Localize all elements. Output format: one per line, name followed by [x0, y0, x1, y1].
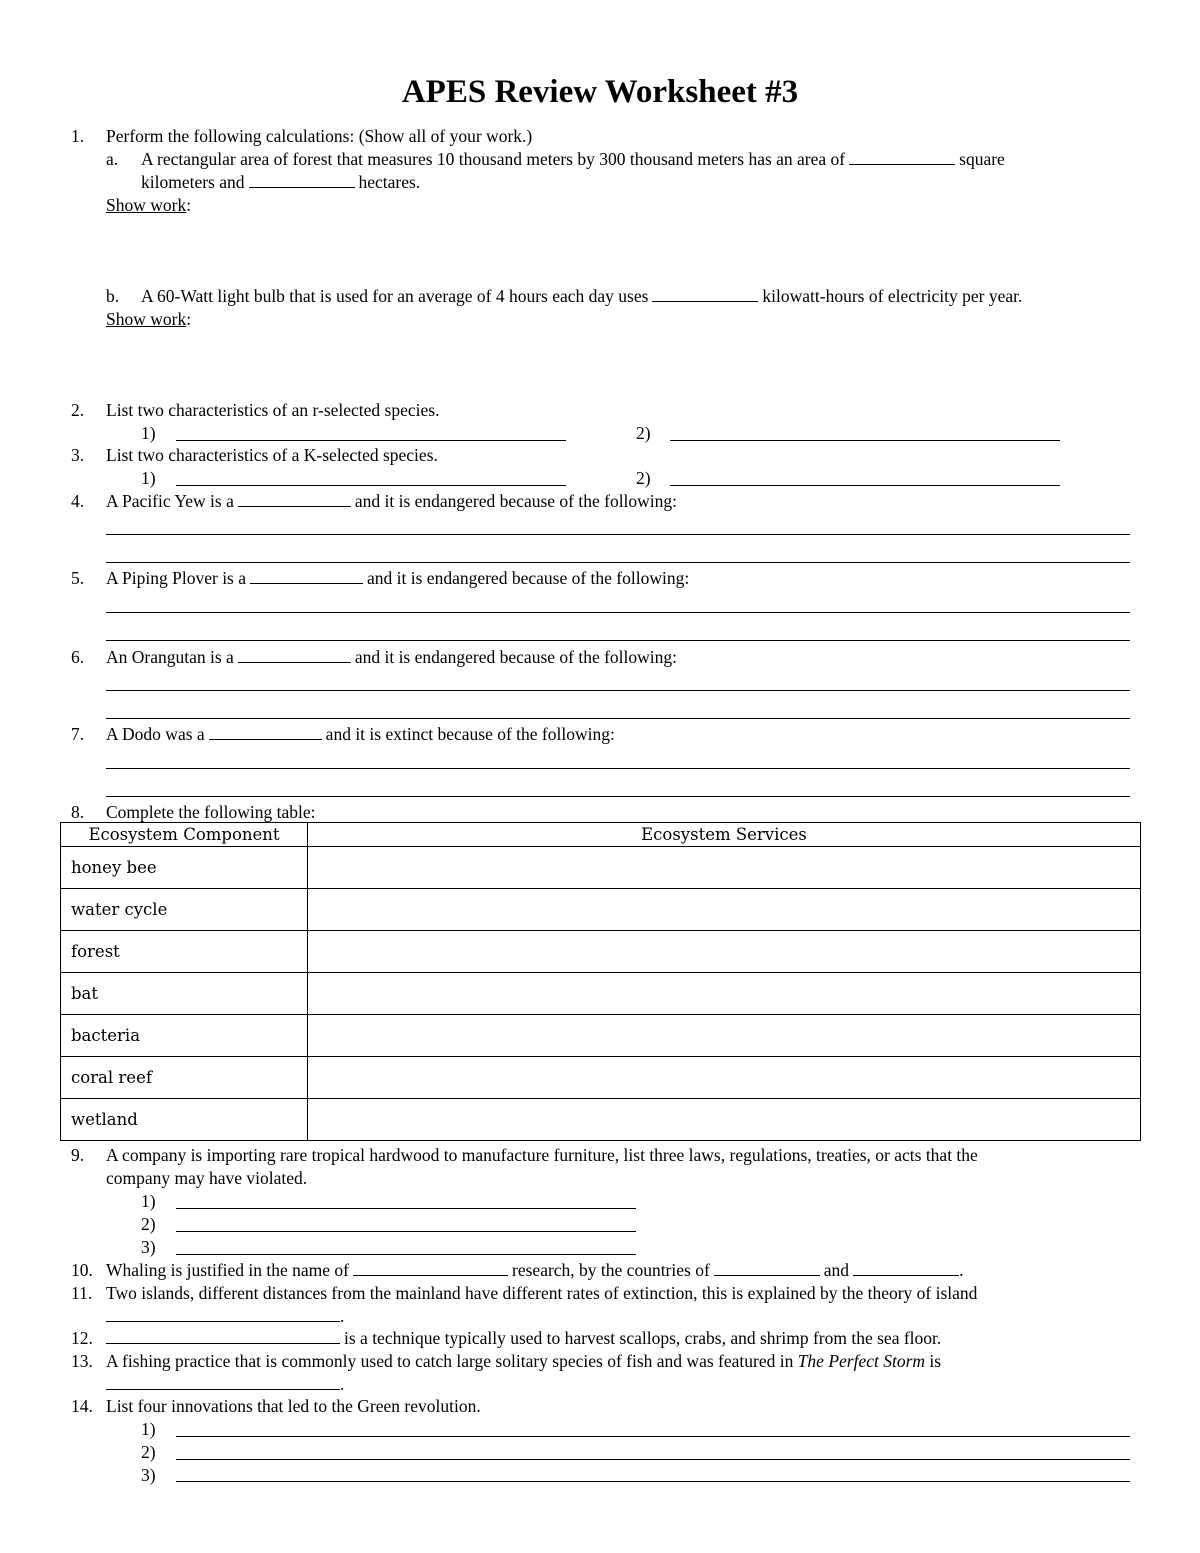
table-row [61, 889, 1141, 931]
q9-answer-line-1[interactable] [176, 1208, 636, 1209]
services-answer-cell[interactable] [308, 1015, 1141, 1057]
q12-line [106, 1327, 941, 1349]
q14-item-3-label: 3) [141, 1465, 156, 1485]
q1a-show-work-label: Show work [106, 195, 187, 215]
q10-answer-blank-3[interactable] [853, 1259, 959, 1276]
q1a-text1: A rectangular area of forest that measures 10 thousand meters by 300 thousand meters has an area of [141, 149, 846, 169]
q4-number: 4. [71, 491, 85, 511]
table-row [61, 1057, 1141, 1099]
q5-answer-line-2[interactable] [106, 640, 1130, 641]
q9-text-2: company may have violated. [106, 1168, 308, 1188]
q9-answer-line-2[interactable] [176, 1231, 636, 1232]
q13-line-2 [106, 1373, 344, 1395]
q6-answer-blank[interactable] [238, 646, 351, 663]
q2-text: List two characteristics of an r-selected species. [106, 400, 440, 420]
table-row [61, 1015, 1141, 1057]
q14-answer-line-3[interactable] [176, 1481, 1130, 1482]
q1a-show-work: Show work: [106, 195, 192, 215]
component-cell: honey bee [61, 847, 308, 889]
q10-line [106, 1259, 963, 1281]
q10-t4: . [959, 1260, 964, 1280]
q1b-line [141, 285, 1022, 307]
q1-text: Perform the following calculations: (Show all of your work.) [106, 126, 533, 146]
q1a-text2: square [959, 149, 1005, 169]
q7-answer-line-2[interactable] [106, 796, 1130, 797]
q1a-answer-blank-1[interactable] [849, 148, 955, 165]
q6-answer-line-2[interactable] [106, 718, 1130, 719]
q13-t1: A fishing practice that is commonly used to catch large solitary species of fish and was featured in [106, 1351, 794, 1371]
q12-number: 12. [71, 1328, 93, 1348]
table-header-row [61, 823, 1141, 847]
q13-t4: . [340, 1374, 345, 1394]
component-cell: bat [61, 973, 308, 1015]
q9-item-3-label: 3) [141, 1237, 156, 1257]
q1a-line1 [141, 148, 1005, 170]
q12-t1: is a technique typically used to harvest scallops, crabs, and shrimp from the sea floor. [344, 1328, 942, 1348]
q6-line [106, 646, 677, 668]
q14-answer-line-2[interactable] [176, 1459, 1130, 1460]
q11-number: 11. [71, 1283, 93, 1303]
q1a-line2 [141, 171, 420, 193]
q1b-show-work-label: Show work [106, 309, 187, 329]
q12-answer-blank[interactable] [106, 1327, 340, 1344]
q13-number: 13. [71, 1351, 93, 1371]
q7-number: 7. [71, 724, 85, 744]
q4-line [106, 490, 677, 512]
table-row [61, 847, 1141, 889]
q10-t1: Whaling is justified in the name of [106, 1260, 350, 1280]
q4-answer-blank[interactable] [238, 490, 351, 507]
q11-t2: . [340, 1306, 345, 1326]
q1a-text4: hectares. [358, 172, 421, 192]
q1b-answer-blank[interactable] [652, 285, 758, 302]
q2-number: 2. [71, 400, 85, 420]
services-answer-cell[interactable] [308, 931, 1141, 973]
q13-book-title: The Perfect Storm [797, 1351, 926, 1371]
q1b-letter: b. [106, 286, 120, 306]
q9-text-1: A company is importing rare tropical hardwood to manufacture furniture, list three laws, regulations, treaties, or acts that the [106, 1145, 978, 1165]
q7-post: and it is extinct because of the following: [325, 724, 615, 744]
q2-answer-line-1[interactable] [176, 440, 566, 441]
services-answer-cell[interactable] [308, 1057, 1141, 1099]
q10-t3: and [823, 1260, 850, 1280]
q13-answer-blank[interactable] [106, 1373, 340, 1390]
q13-line [106, 1350, 941, 1372]
q10-answer-blank-2[interactable] [714, 1259, 820, 1276]
q14-answer-line-1[interactable] [176, 1436, 1130, 1437]
q3-answer-line-1[interactable] [176, 485, 566, 486]
q1b-text1: A 60-Watt light bulb that is used for an average of 4 hours each day uses [141, 286, 649, 306]
q7-line [106, 723, 615, 745]
q14-text: List four innovations that led to the Green revolution. [106, 1396, 481, 1416]
services-answer-cell[interactable] [308, 847, 1141, 889]
q7-answer-line-1[interactable] [106, 768, 1130, 769]
table-header-component: Ecosystem Component [61, 823, 308, 847]
page-title: APES Review Worksheet #3 [401, 74, 799, 110]
table-header-services: Ecosystem Services [308, 823, 1141, 847]
q5-line [106, 567, 689, 589]
component-cell: bacteria [61, 1015, 308, 1057]
q14-item-1-label: 1) [141, 1419, 156, 1439]
q2-item-1-label: 1) [141, 423, 156, 443]
q8-number: 8. [71, 802, 85, 822]
q14-item-2-label: 2) [141, 1442, 156, 1462]
q5-answer-blank[interactable] [250, 567, 363, 584]
q4-pre: A Pacific Yew is a [106, 491, 234, 511]
q4-post: and it is endangered because of the following: [354, 491, 678, 511]
q3-item-1-label: 1) [141, 468, 156, 488]
q13-t3: is [929, 1351, 942, 1371]
q10-t2: research, by the countries of [512, 1260, 710, 1280]
ecosystem-table [60, 822, 1141, 1141]
q5-post: and it is endangered because of the following: [367, 568, 690, 588]
q6-post: and it is endangered because of the following: [354, 647, 678, 667]
services-answer-cell[interactable] [308, 1099, 1141, 1141]
q6-answer-line-1[interactable] [106, 690, 1130, 691]
q9-item-2-label: 2) [141, 1214, 156, 1234]
q5-pre: A Piping Plover is a [106, 568, 247, 588]
q9-item-1-label: 1) [141, 1191, 156, 1211]
services-answer-cell[interactable] [308, 973, 1141, 1015]
q4-answer-line-1[interactable] [106, 534, 1130, 535]
services-answer-cell[interactable] [308, 889, 1141, 931]
q11-answer-blank[interactable] [106, 1305, 340, 1322]
component-cell: wetland [61, 1099, 308, 1141]
q5-number: 5. [71, 568, 85, 588]
q1-number: 1. [71, 126, 85, 146]
table-row [61, 1099, 1141, 1141]
q4-answer-line-2[interactable] [106, 562, 1130, 563]
component-cell: water cycle [61, 889, 308, 931]
q2-answer-line-2[interactable] [670, 440, 1060, 441]
q9-number: 9. [71, 1145, 85, 1165]
table-row [61, 931, 1141, 973]
q5-answer-line-1[interactable] [106, 612, 1130, 613]
q6-pre: An Orangutan is a [106, 647, 234, 667]
component-cell: coral reef [61, 1057, 308, 1099]
q3-text: List two characteristics of a K-selected species. [106, 445, 438, 465]
q1a-answer-blank-2[interactable] [249, 171, 355, 188]
q3-answer-line-2[interactable] [670, 485, 1060, 486]
q1b-show-work: Show work: [106, 309, 192, 329]
q9-answer-line-3[interactable] [176, 1254, 636, 1255]
q7-answer-blank[interactable] [209, 723, 322, 740]
q2-item-2-label: 2) [636, 423, 651, 443]
table-row [61, 973, 1141, 1015]
q11-line-2 [106, 1305, 344, 1327]
q14-number: 14. [71, 1396, 93, 1416]
q3-item-2-label: 2) [636, 468, 651, 488]
q11-text: Two islands, different distances from the mainland have different rates of extinction, this is explained by the theory of island [106, 1283, 978, 1303]
q1a-text3: kilometers and [141, 172, 245, 192]
q6-number: 6. [71, 647, 85, 667]
component-cell: forest [61, 931, 308, 973]
q10-answer-blank-1[interactable] [353, 1259, 508, 1276]
q8-text: Complete the following table: [106, 802, 316, 822]
q1b-text2: kilowatt-hours of electricity per year. [762, 286, 1023, 306]
q1a-letter: a. [106, 149, 119, 169]
q3-number: 3. [71, 445, 85, 465]
q10-number: 10. [71, 1260, 93, 1280]
q7-pre: A Dodo was a [106, 724, 205, 744]
